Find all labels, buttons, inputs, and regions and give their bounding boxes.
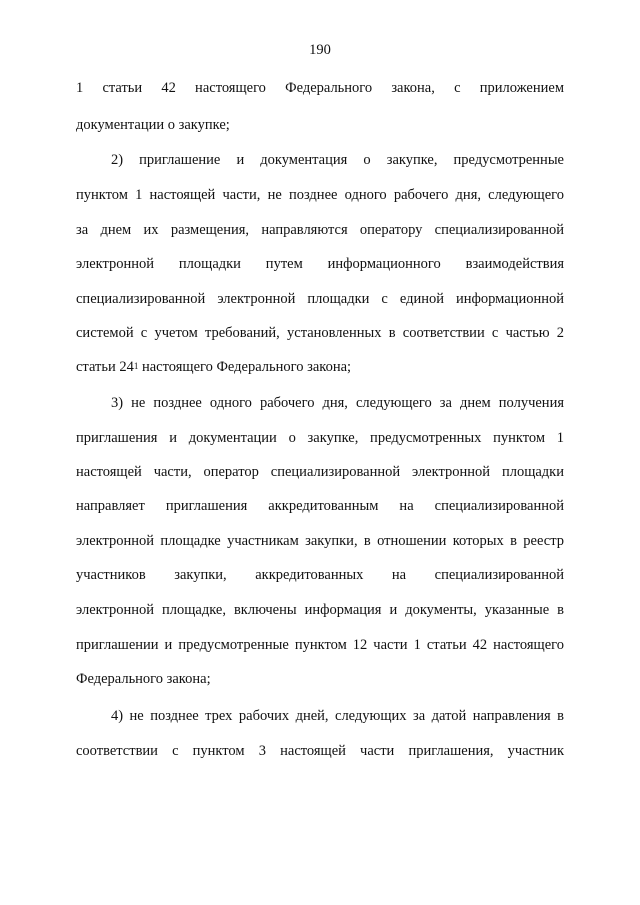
page-number: 190	[309, 42, 331, 58]
text-line: соответствии с пунктом 3 настоящей части приглашения, участник	[76, 743, 564, 759]
paragraph-first-line: 4) не позднее трех рабочих дней, следующих за датой направления в	[111, 708, 564, 724]
text-line: пунктом 1 настоящей части, не позднее одного рабочего дня, следующего	[76, 187, 564, 203]
paragraph-first-line: 2) приглашение и документация о закупке, предусмотренные	[111, 152, 564, 168]
superscript-marker: 1	[133, 361, 139, 371]
text-line: участников закупки, аккредитованных на специализированной	[76, 567, 564, 583]
text-line: специализированной электронной площадки с единой информационной	[76, 291, 564, 307]
text-line: за днем их размещения, направляются оператору специализированной	[76, 222, 564, 238]
text-line-before-superscript: статьи 24	[76, 359, 134, 375]
paragraph-first-line: 3) не позднее одного рабочего дня, следующего за днем получения	[111, 395, 564, 411]
text-line: системой с учетом требований, установленных в соответствии с частью 2	[76, 325, 564, 341]
text-line: 1 статьи 42 настоящего Федерального закона, с приложением	[76, 80, 564, 96]
text-line: приглашения и документации о закупке, предусмотренных пунктом 1	[76, 430, 564, 446]
text-line-after-superscript: настоящего Федерального закона;	[138, 359, 352, 375]
text-line: документации о закупке;	[76, 117, 230, 133]
text-line: Федерального закона;	[76, 671, 211, 687]
text-line-with-superscript	[76, 358, 564, 376]
text-line: электронной площадке, включены информация и документы, указанные в	[76, 602, 564, 618]
text-line: электронной площадке участникам закупки, в отношении которых в реестр	[76, 533, 564, 549]
text-line: электронной площадки путем информационного взаимодействия	[76, 256, 564, 272]
text-line: приглашении и предусмотренные пунктом 12 части 1 статьи 42 настоящего	[76, 637, 564, 653]
text-line: направляет приглашения аккредитованным на специализированной	[76, 498, 564, 514]
text-line: настоящей части, оператор специализированной электронной площадки	[76, 464, 564, 480]
